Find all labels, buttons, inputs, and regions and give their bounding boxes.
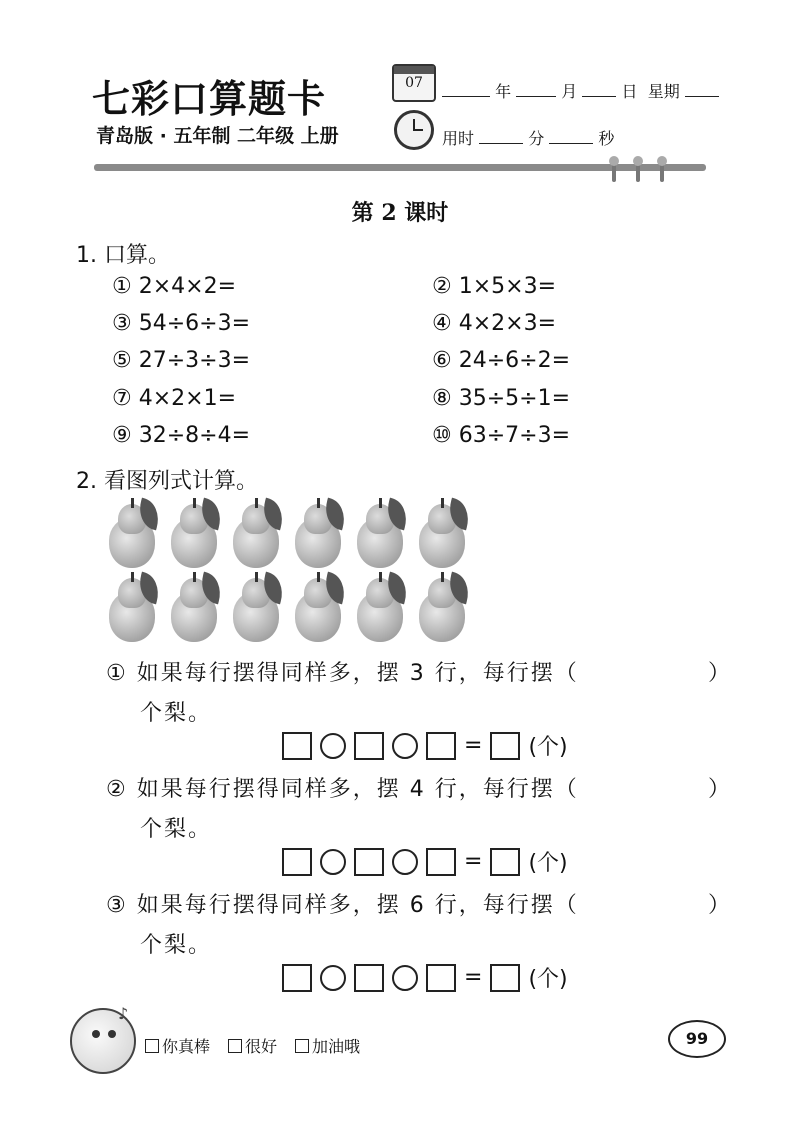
operator-circle[interactable] — [392, 965, 418, 991]
minutes-label: 分 — [528, 129, 545, 148]
result-box[interactable] — [490, 732, 520, 760]
calendar-number: 07 — [405, 75, 423, 91]
calc-item: ③ 54÷6÷3= — [112, 311, 251, 336]
result-box[interactable] — [490, 848, 520, 876]
binder-ring — [612, 160, 616, 182]
month-label: 月 — [561, 82, 578, 101]
calc-item: ④ 4×2×3= — [432, 311, 557, 336]
pear-image — [416, 500, 470, 570]
result-box[interactable] — [490, 964, 520, 992]
minutes-blank[interactable] — [479, 129, 523, 144]
equation-template — [282, 962, 568, 993]
subquestion-3-text-2: 个梨。 — [140, 933, 213, 958]
pear-image — [354, 500, 408, 570]
subquestion-1-text: ① 如果每行摆得同样多，摆 3 行，每行摆（ — [106, 661, 579, 686]
pear-image — [292, 574, 346, 644]
brand-title: 七彩口算题卡 — [92, 76, 327, 121]
music-note-icon: ♪ — [118, 1004, 129, 1023]
answer-box[interactable] — [354, 964, 384, 992]
checkbox[interactable] — [295, 1039, 309, 1053]
time-label: 用时 — [442, 129, 475, 148]
pear-image — [416, 574, 470, 644]
pear-image — [168, 574, 222, 644]
eval-option-great[interactable]: 你真棒 — [145, 1034, 210, 1057]
operator-circle[interactable] — [320, 733, 346, 759]
calendar-icon — [392, 64, 436, 102]
subquestion-1-text-2: 个梨。 — [140, 701, 213, 726]
answer-box[interactable] — [354, 732, 384, 760]
answer-box[interactable] — [282, 848, 312, 876]
answer-paren-close: ） — [708, 777, 733, 802]
equals-sign: = — [464, 733, 483, 758]
answer-box[interactable] — [426, 848, 456, 876]
time-fields — [442, 126, 614, 149]
subquestion-3-text: ③ 如果每行摆得同样多，摆 6 行，每行摆（ — [106, 893, 579, 918]
calc-item: ① 2×4×2= — [112, 274, 237, 299]
pear-image — [230, 500, 284, 570]
equals-sign: = — [464, 849, 483, 874]
subquestion-2-text: ② 如果每行摆得同样多，摆 4 行，每行摆（ — [106, 777, 579, 802]
page-number: 99 — [668, 1020, 726, 1058]
day-blank[interactable] — [582, 82, 616, 97]
equation-template — [282, 846, 568, 877]
seconds-blank[interactable] — [549, 129, 593, 144]
checkbox[interactable] — [145, 1039, 159, 1053]
pear-image — [230, 574, 284, 644]
operator-circle[interactable] — [320, 849, 346, 875]
calc-item: ⑨ 32÷8÷4= — [112, 423, 251, 448]
answer-box[interactable] — [282, 964, 312, 992]
pear-image — [354, 574, 408, 644]
year-blank[interactable] — [442, 82, 490, 97]
unit-label: (个) — [528, 735, 568, 760]
unit-label: (个) — [528, 967, 568, 992]
pear-image — [106, 574, 160, 644]
clock-icon — [394, 110, 434, 150]
answer-paren-close: ） — [708, 661, 733, 686]
pear-image — [168, 500, 222, 570]
answer-box[interactable] — [282, 732, 312, 760]
calc-item: ⑧ 35÷5÷1= — [432, 386, 571, 411]
checkbox[interactable] — [228, 1039, 242, 1053]
unit-label: (个) — [528, 851, 568, 876]
calc-item: ⑤ 27÷3÷3= — [112, 348, 251, 373]
operator-circle[interactable] — [392, 849, 418, 875]
question-2-title: 2. 看图列式计算。 — [76, 469, 258, 494]
month-blank[interactable] — [516, 82, 556, 97]
year-label: 年 — [495, 82, 512, 101]
answer-box[interactable] — [354, 848, 384, 876]
seconds-label: 秒 — [598, 129, 615, 148]
binder-ring — [660, 160, 664, 182]
calc-item: ⑦ 4×2×1= — [112, 386, 237, 411]
day-label: 日 — [621, 82, 638, 101]
calc-item: ⑩ 63÷7÷3= — [432, 423, 571, 448]
binder-ring — [636, 160, 640, 182]
equals-sign: = — [464, 965, 483, 990]
pear-image — [292, 500, 346, 570]
operator-circle[interactable] — [392, 733, 418, 759]
weekday-blank[interactable] — [685, 82, 719, 97]
answer-box[interactable] — [426, 732, 456, 760]
question-1-title: 1. 口算。 — [76, 243, 170, 268]
lesson-title: 第 2 课时 — [351, 200, 449, 226]
subquestion-2-text-2: 个梨。 — [140, 817, 213, 842]
calc-item: ② 1×5×3= — [432, 274, 557, 299]
edition-label: 青岛版 · 五年制 二年级 上册 — [96, 125, 339, 147]
answer-box[interactable] — [426, 964, 456, 992]
pear-image — [106, 500, 160, 570]
answer-paren-close: ） — [708, 893, 733, 918]
eval-option-good[interactable]: 很好 — [228, 1034, 277, 1057]
equation-template — [282, 730, 568, 761]
calc-item: ⑥ 24÷6÷2= — [432, 348, 571, 373]
eval-option-keep-going[interactable]: 加油哦 — [295, 1034, 360, 1057]
operator-circle[interactable] — [320, 965, 346, 991]
self-evaluation — [145, 1034, 360, 1057]
date-fields — [442, 79, 719, 102]
weekday-label: 星期 — [647, 82, 680, 101]
